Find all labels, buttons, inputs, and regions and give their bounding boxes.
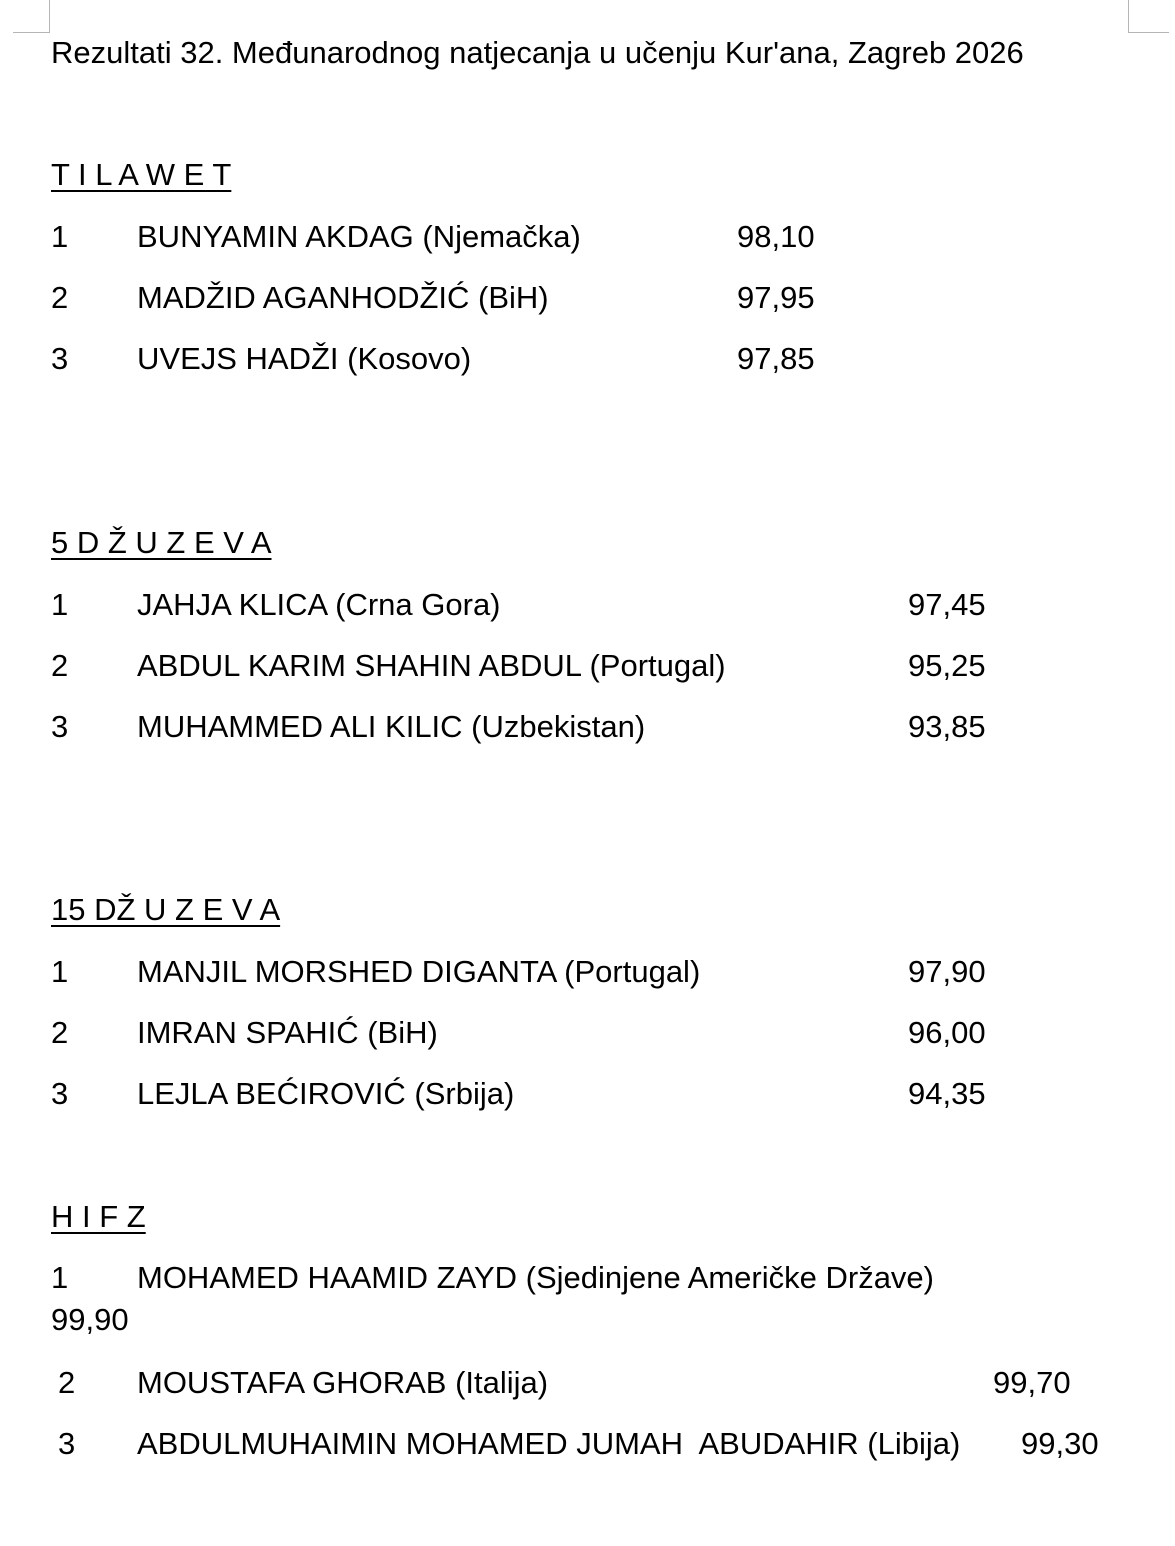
result-row bbox=[0, 276, 1175, 320]
result-row bbox=[0, 705, 1175, 749]
result-score: 99,90 bbox=[51, 1302, 129, 1337]
result-row bbox=[0, 1256, 1175, 1344]
result-row bbox=[0, 1011, 1175, 1055]
page-corner-mark-right bbox=[1128, 0, 1169, 33]
result-row bbox=[0, 337, 1175, 381]
result-score: 95,25 bbox=[908, 648, 986, 683]
result-name: MOHAMED HAAMID ZAYD (Sjedinjene Američke Države) bbox=[137, 1260, 934, 1295]
result-row bbox=[0, 1361, 1175, 1405]
document-title: Rezultati 32. Međunarodnog natjecanja u učenju Kur'ana, Zagreb 2026 bbox=[51, 35, 1024, 70]
result-rank: 3 bbox=[51, 709, 69, 744]
result-rank: 3 bbox=[58, 1426, 76, 1461]
page-corner-mark-left bbox=[13, 0, 50, 33]
result-name: IMRAN SPAHIĆ (BiH) bbox=[137, 1015, 438, 1050]
result-row bbox=[0, 1422, 1175, 1466]
result-score: 97,85 bbox=[737, 341, 815, 376]
result-rank: 3 bbox=[51, 341, 69, 376]
result-row bbox=[0, 583, 1175, 627]
result-score: 93,85 bbox=[908, 709, 986, 744]
result-score: 98,10 bbox=[737, 219, 815, 254]
result-name: MADŽID AGANHODŽIĆ (BiH) bbox=[137, 280, 549, 315]
result-name: ABDULMUHAIMIN MOHAMED JUMAH ABUDAHIR (Libija) bbox=[137, 1426, 961, 1461]
result-name: LEJLA BEĆIROVIĆ (Srbija) bbox=[137, 1076, 515, 1111]
result-name: BUNYAMIN AKDAG (Njemačka) bbox=[137, 219, 581, 254]
section-heading-tilawet: T I L A W E T bbox=[51, 157, 232, 192]
section-heading-5-dzuzeva: 5 D Ž U Z E V A bbox=[51, 525, 272, 560]
result-row bbox=[0, 950, 1175, 994]
result-name: ABDUL KARIM SHAHIN ABDUL (Portugal) bbox=[137, 648, 726, 683]
result-rank: 1 bbox=[51, 587, 69, 622]
result-rank: 1 bbox=[51, 1260, 69, 1295]
result-name: MUHAMMED ALI KILIC (Uzbekistan) bbox=[137, 709, 646, 744]
result-name: MOUSTAFA GHORAB (Italija) bbox=[137, 1365, 549, 1400]
result-rank: 2 bbox=[58, 1365, 76, 1400]
result-score: 96,00 bbox=[908, 1015, 986, 1050]
result-row bbox=[0, 1072, 1175, 1116]
result-rank: 2 bbox=[51, 280, 69, 315]
result-score: 97,90 bbox=[908, 954, 986, 989]
result-rank: 1 bbox=[51, 219, 69, 254]
result-name: UVEJS HADŽI (Kosovo) bbox=[137, 341, 472, 376]
result-score: 97,45 bbox=[908, 587, 986, 622]
result-score: 94,35 bbox=[908, 1076, 986, 1111]
result-score: 97,95 bbox=[737, 280, 815, 315]
section-heading-15-dzuzeva: 15 DŽ U Z E V A bbox=[51, 892, 281, 927]
result-name: JAHJA KLICA (Crna Gora) bbox=[137, 587, 501, 622]
section-heading-hifz: H I F Z bbox=[51, 1199, 146, 1234]
result-row bbox=[0, 644, 1175, 688]
result-rank: 1 bbox=[51, 954, 69, 989]
result-score: 99,30 bbox=[1021, 1426, 1099, 1461]
result-row bbox=[0, 215, 1175, 259]
result-rank: 3 bbox=[51, 1076, 69, 1111]
result-name: MANJIL MORSHED DIGANTA (Portugal) bbox=[137, 954, 701, 989]
result-rank: 2 bbox=[51, 648, 69, 683]
result-rank: 2 bbox=[51, 1015, 69, 1050]
result-score: 99,70 bbox=[993, 1365, 1071, 1400]
